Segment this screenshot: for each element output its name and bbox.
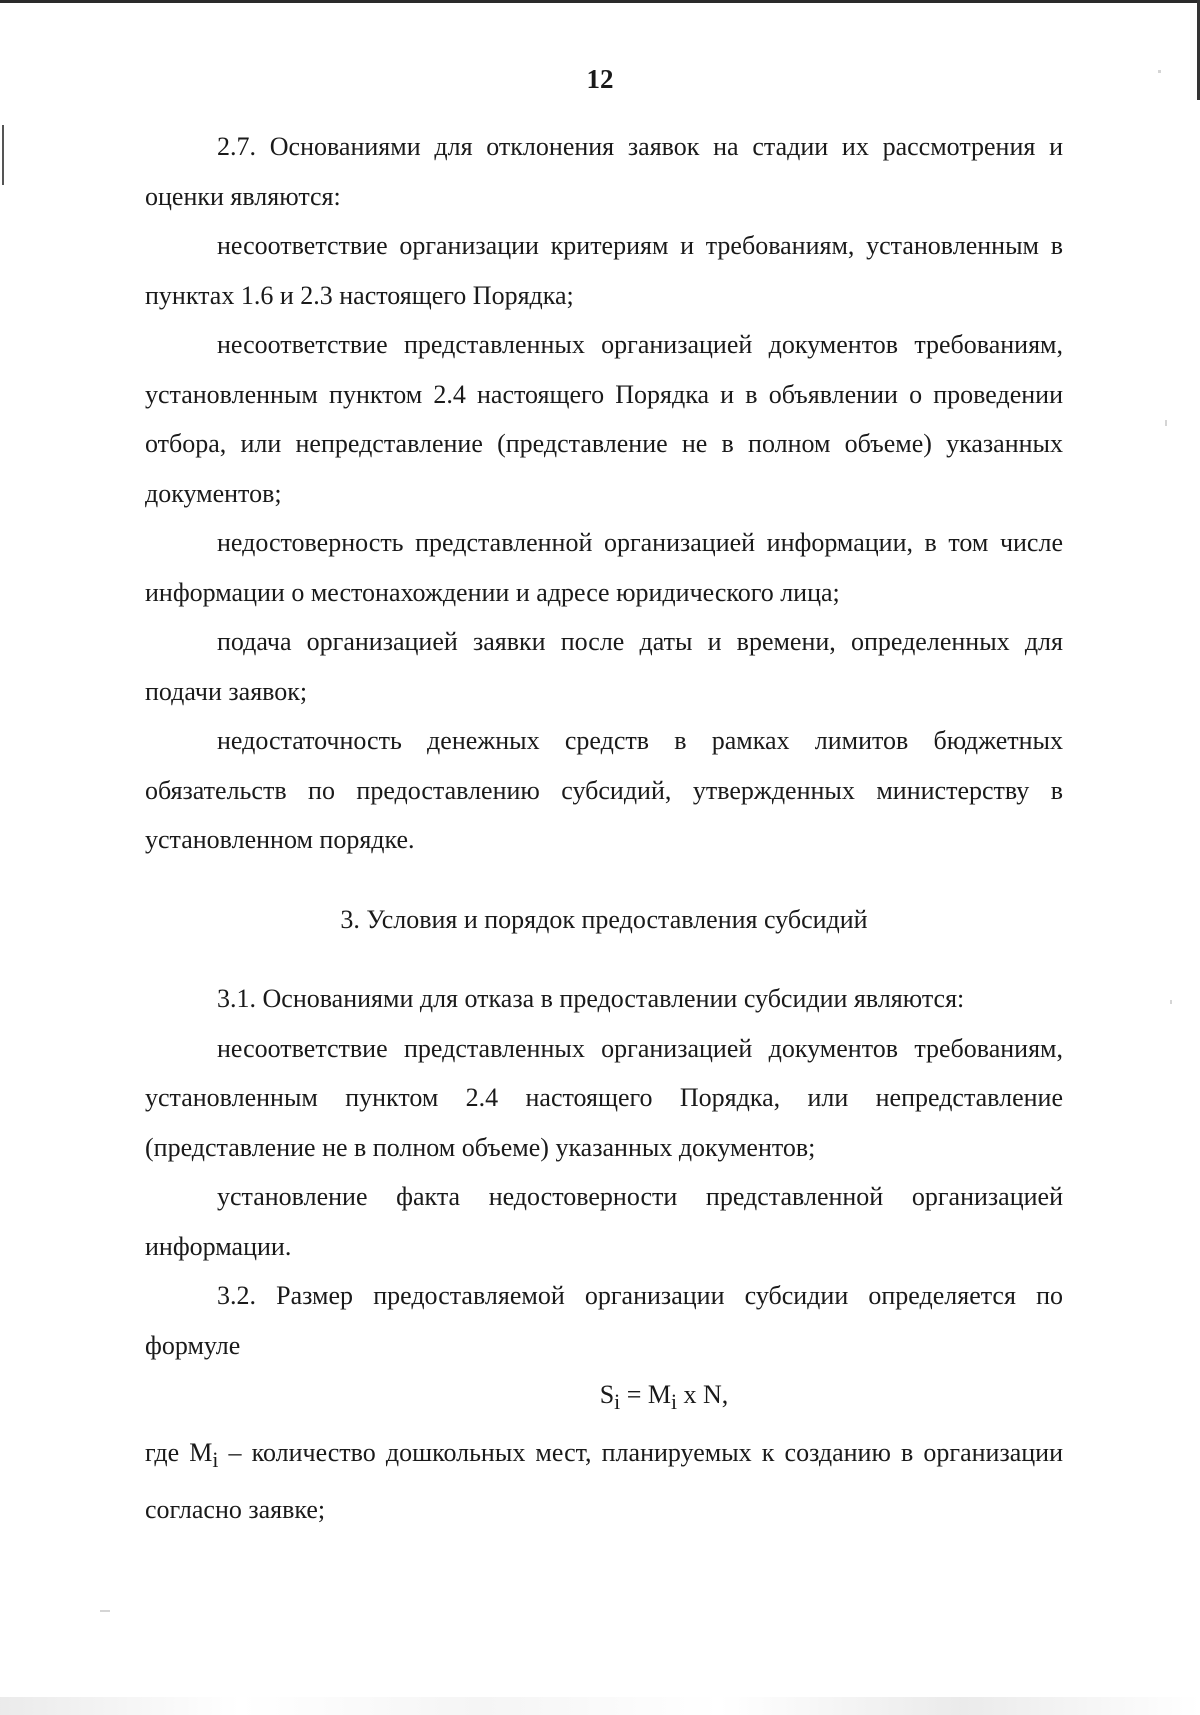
reason-4: подача организацией заявки после даты и времени, определенных для подачи заявок;: [145, 627, 1063, 706]
section-3-heading: 3. Условия и порядок предоставления субсидий: [340, 904, 868, 934]
where-prefix: где M: [145, 1437, 213, 1467]
where-rest: – количество дошкольных мест, планируемых к созданию в организации согласно заявке;: [145, 1437, 1063, 1525]
paragraph-3-1: 3.1. Основаниями для отказа в предоставлении субсидии являются:: [217, 984, 965, 1013]
reason-1: несоответствие организации критериям и требованиям, установленным в пунктах 1.6 и 2.3 настоящего Порядка;: [145, 231, 1063, 310]
scan-speck: [100, 1610, 110, 1612]
subsidy-formula: [145, 1370, 1063, 1428]
paragraph-3-2: 3.2. Размер предоставляемой организации субсидии определяется по формуле: [145, 1281, 1063, 1360]
spacer: [145, 865, 1063, 895]
denial-reason-2: установление факта недостоверности представленной организацией информации.: [145, 1182, 1063, 1261]
scan-left-mark: [2, 125, 4, 185]
reason-5: недостаточность денежных средств в рамках лимитов бюджетных обязательств по предоставлению субсидий, утвержденных министерству в установленном порядке.: [145, 726, 1063, 854]
reason-3: недостоверность представленной организацией информации, в том числе информации о местонахождении и адресе юридического лица;: [145, 528, 1063, 607]
scan-speck: [1165, 420, 1167, 426]
scan-top-edge: [0, 0, 1200, 3]
where-sub: i: [212, 1447, 219, 1472]
formula-m-sub: i: [670, 1390, 678, 1415]
formula-where-definition: [145, 1428, 1063, 1535]
denial-reason-1: несоответствие представленных организацией документов требованиям, установленным пунктом 2.4 настоящего Порядка, или непредставление (представление не в полном объеме) указанных документов;: [145, 1033, 1063, 1162]
page-number: 12: [586, 64, 614, 94]
scan-speck: [1158, 70, 1161, 73]
formula-s-sub: i: [614, 1390, 621, 1415]
formula-s: S: [599, 1380, 615, 1409]
spacer: [145, 944, 1063, 974]
reason-2: несоответствие представленных организацией документов требованиям, установленным пунктом 2.4 настоящего Порядка и в объявлении о проведении отбора, или непредставление (представление не в полном объеме) указанных документов;: [145, 330, 1063, 508]
paragraph-2-7: 2.7. Основаниями для отклонения заявок на стадии их рассмотрения и оценки являются:: [145, 132, 1063, 211]
formula-tail: x N,: [677, 1380, 729, 1409]
scan-speck: [1170, 1000, 1172, 1004]
formula-eq: = M: [620, 1380, 671, 1409]
scan-bottom-edge: [0, 1697, 1200, 1715]
document-body: [145, 122, 1063, 1535]
